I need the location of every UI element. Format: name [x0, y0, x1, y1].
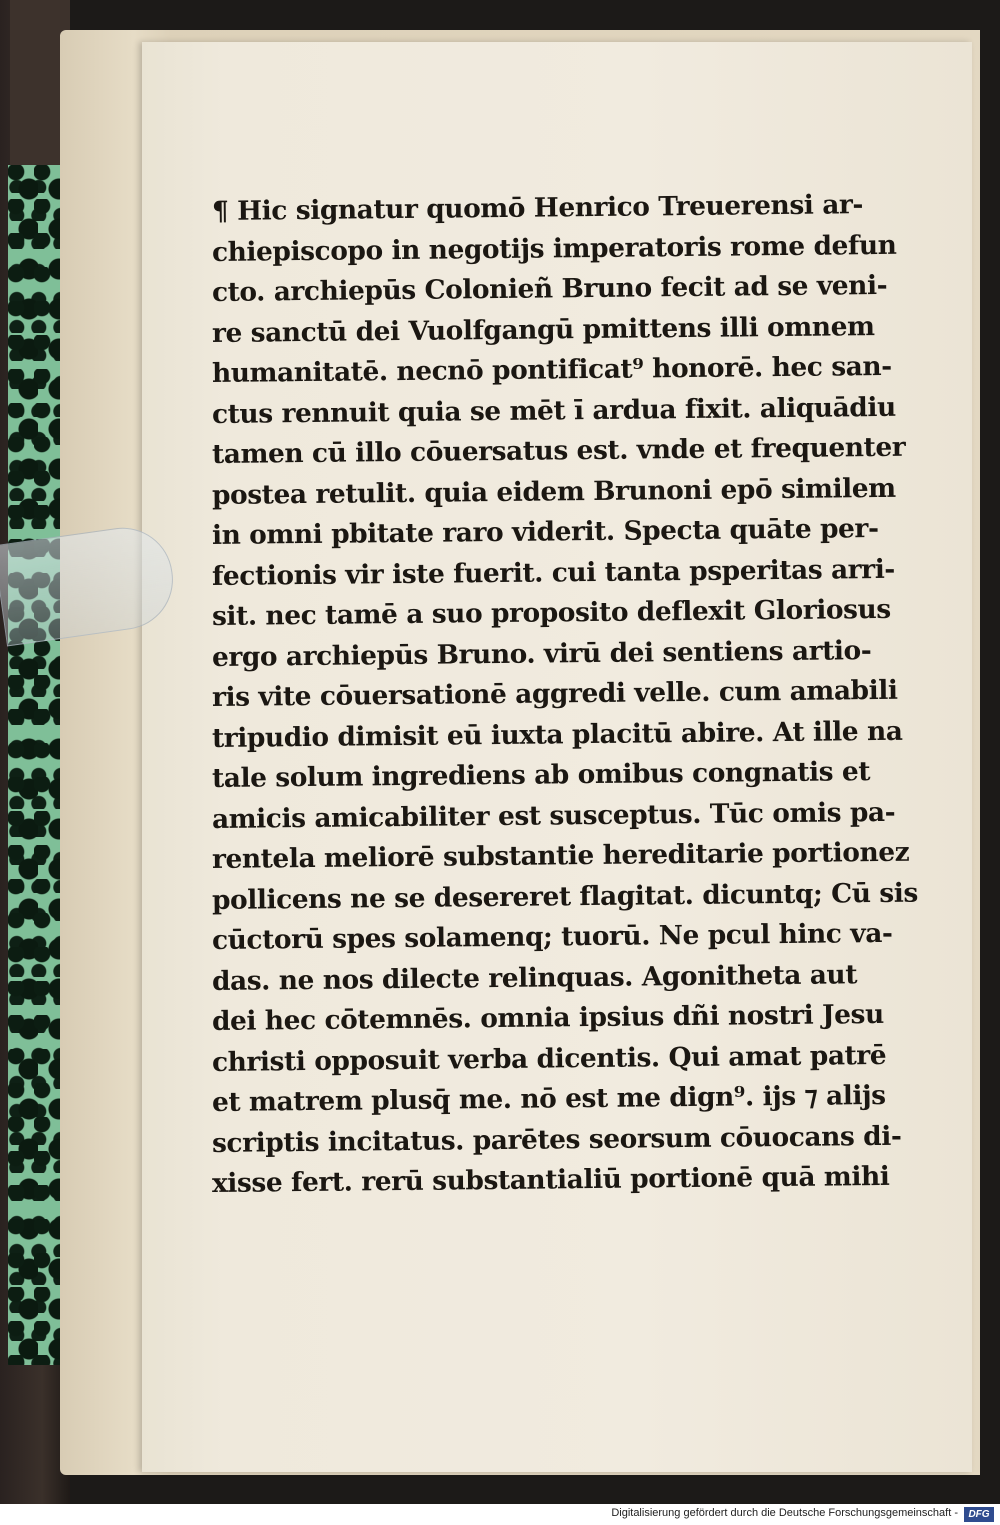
text-line: christi opposuit verba dicentis. Qui amat patrē — [211, 1039, 887, 1078]
text-line: scriptis incitatus. parētes seorsum cōuocans di- — [211, 1120, 902, 1159]
blackletter-text-block — [211, 189, 919, 1205]
text-line: pollicens ne se desereret flagitat. dicuntq; Cū sis — [211, 877, 919, 916]
dfg-logo[interactable]: DFG — [964, 1507, 994, 1522]
text-line: amicis amicabiliter est susceptus. Tūc omis pa- — [211, 796, 896, 835]
text-line: in omni pbitate raro viderit. Specta quāte per- — [211, 513, 879, 551]
marbled-endpaper — [8, 165, 60, 1365]
text-line: re sanctū dei Vuolfgangū pmittens illi omnem — [211, 310, 875, 349]
text-line: et matrem plusq̄ me. nō est me dign⁹. ijs ⁊ alijs — [211, 1079, 886, 1118]
text-line: cūctorū spes solamenq; tuorū. Ne pcul hinc va- — [211, 917, 893, 956]
text-line: ergo archiepūs Bruno. virū dei sentiens artio- — [211, 634, 872, 673]
text-line: tripudio dimisit eū iuxta placitū abire. At ille na — [211, 715, 903, 754]
text-line: xisse fert. rerū substantialiū portionē quā mihi — [211, 1160, 890, 1199]
footer-bar — [0, 1504, 1000, 1525]
text-line: tamen cū illo cōuersatus est. vnde et frequenter — [211, 431, 906, 470]
text-line: ris vite cōuersationē aggredi velle. cum amabili — [211, 674, 898, 713]
text-line: dei hec cōtemnēs. omnia ipsius dñi nostri Jesu — [211, 998, 884, 1037]
text-line: chiepiscopo in negotijs imperatoris rome defun — [211, 229, 897, 268]
text-line: cto. archiepūs Colonieñ Bruno fecit ad se veni- — [211, 269, 888, 308]
text-line: das. ne nos dilecte relinquas. Agonitheta aut — [211, 958, 858, 997]
text-line: humanitatē. necnō pontificat⁹ honorē. hec san- — [211, 350, 892, 389]
text-line: rentela meliorē substantie hereditarie portionez — [211, 836, 910, 875]
text-line: sit. nec tamē a suo proposito deflexit Gloriosus — [211, 593, 891, 632]
funding-credit: Digitalisierung gefördert durch die Deutsche Forschungsgemeinschaft - — [611, 1507, 958, 1519]
text-line: fectionis vir iste fuerit. cui tanta psperitas arri- — [211, 553, 896, 592]
text-line: tale solum ingrediens ab omibus congnatis et — [211, 756, 871, 794]
text-line: ¶ Hic signatur quomō Henrico Treuerensi ar- — [211, 189, 864, 227]
text-line: ctus rennuit quia se mēt ī ardua fixit. aliquādiu — [211, 391, 896, 430]
text-line: postea retulit. quia eidem Brunoni epō similem — [211, 472, 896, 511]
